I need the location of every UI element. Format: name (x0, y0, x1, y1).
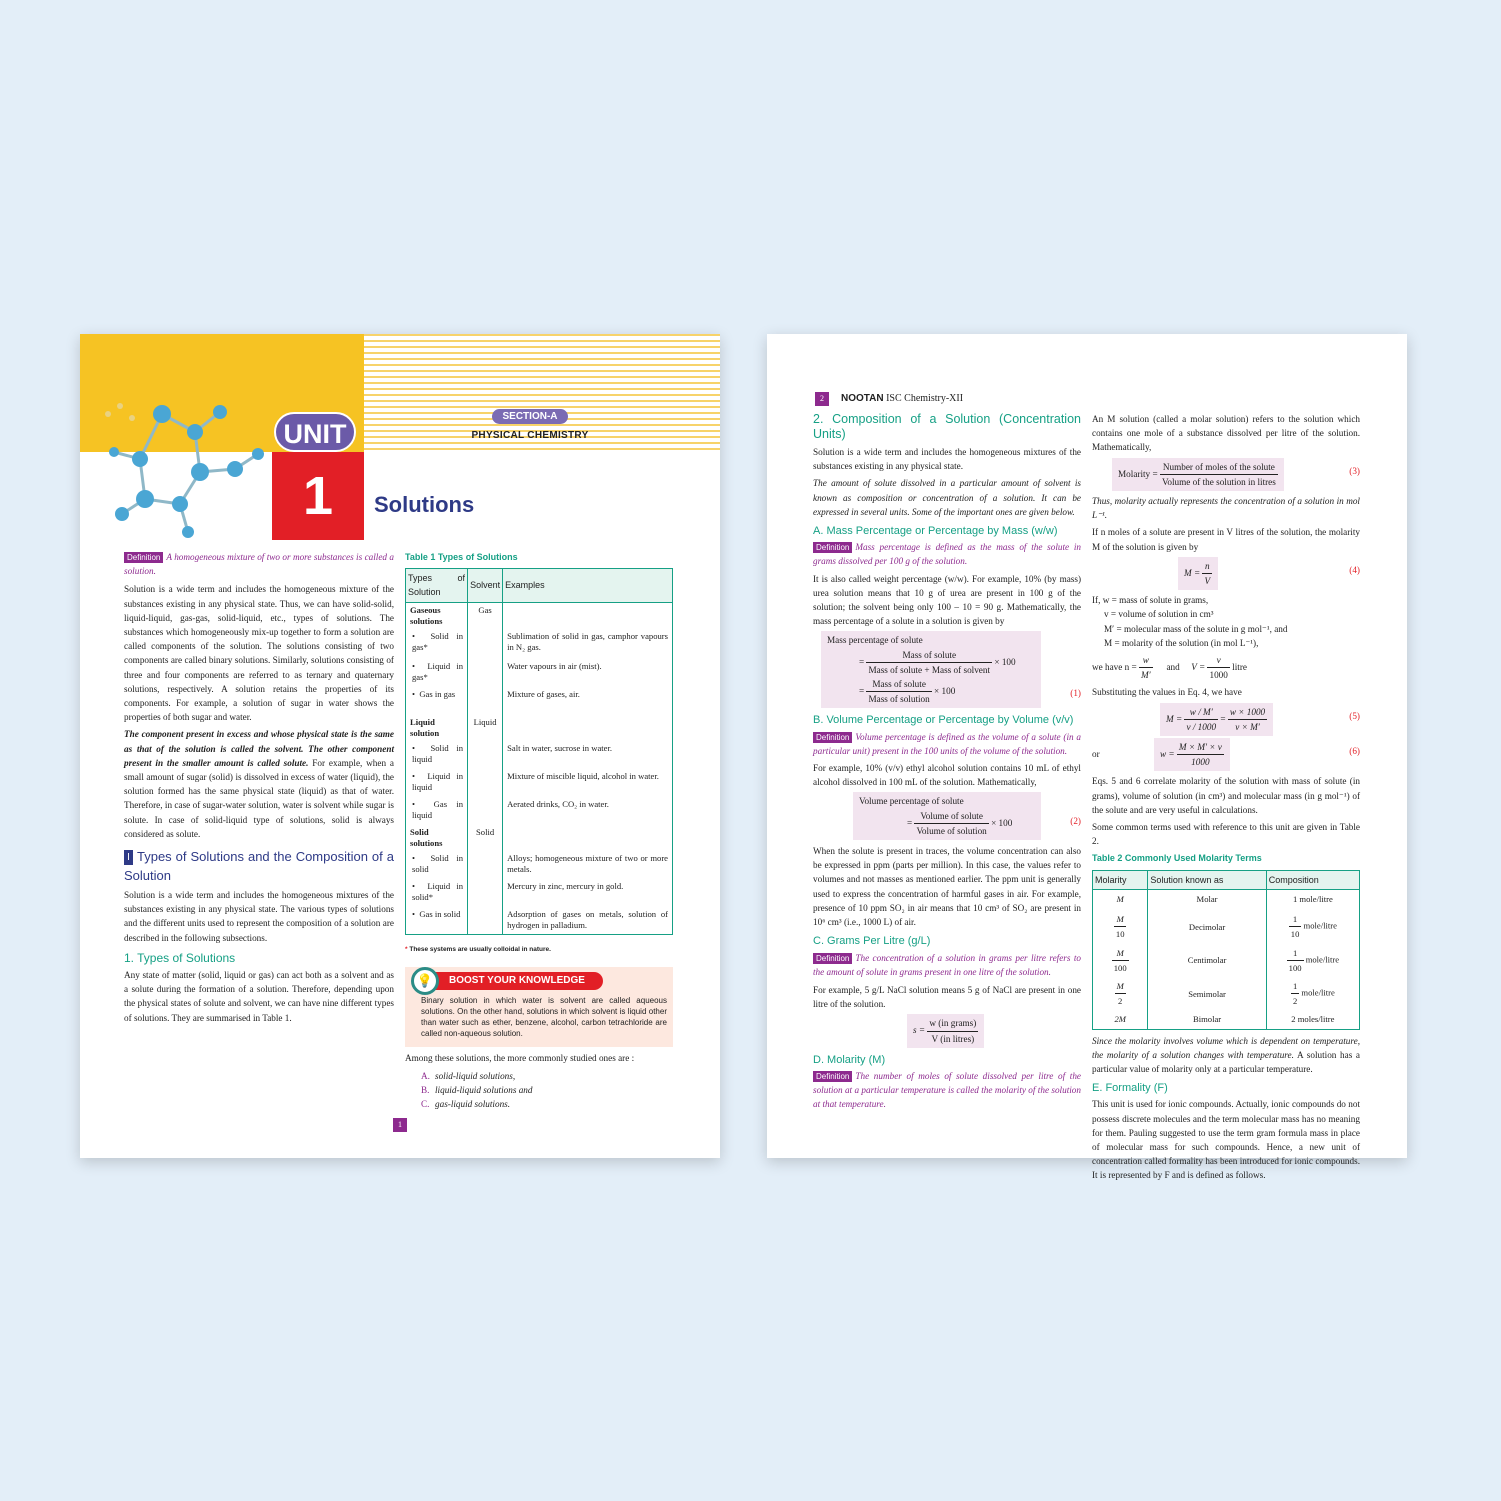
table2-header: Molarity (1093, 870, 1148, 889)
equation-number: (5) (1349, 710, 1360, 721)
para-common-solutions: Among these solutions, the more commonly studied ones are : (405, 1053, 635, 1064)
table1-example: Mixture of miscible liquid, alcohol in water. (503, 769, 673, 797)
running-header (815, 392, 963, 406)
para-temperature-italic: Since the molarity involves volume which is dependent on temperature, the molarity of a solution changes with temperature. (1092, 1035, 1360, 1060)
equation-s: s = $\frac{\text{w (in grams)}}{\text{V (in litres)}}$ (907, 1014, 1081, 1047)
equation-number: (3) (1349, 465, 1360, 476)
table1-type: Gas in solid (419, 908, 461, 919)
book-brand: NOOTAN (841, 393, 884, 404)
section-heading-1: I Types of Solutions and the Composition of a Solution (124, 849, 394, 884)
heading-molarity: D. Molarity (M) (813, 1053, 886, 1066)
table1-example: Water vapours in air (mist). (503, 659, 673, 687)
para-intro: Solution is a wide term and includes the homogeneous mixtures of the substances existing in any physical state. (813, 447, 1081, 472)
variable-definition: If, w = mass of solute in grams, (1092, 595, 1209, 606)
table1-type: Liquid in gas* (412, 660, 464, 682)
molecule-illustration (100, 384, 270, 539)
table1-type: Solid in solid (412, 852, 464, 874)
variable-definition: M′ = molecular mass of the solute in g mol⁻¹, and (1104, 623, 1288, 634)
table1-group: Gaseous solutions (406, 602, 468, 629)
para-molarity-represents: Thus, molarity actually represents the concentration of a solution in mol L⁻¹. (1092, 496, 1360, 521)
heading-grams-per-litre: C. Grams Per Litre (g/L) (813, 935, 931, 948)
definition-tag: Definition (813, 1071, 852, 1082)
equation-3: Molarity = $\frac{\text{Number of moles of the solute}}{\text{Volume of the solution in litres}}$ (3) (1112, 458, 1360, 491)
para-solution-intro: Solution is a wide term and includes the homogeneous mixture of the substances existing in any physical state. Thus, we can have solid-solid, liquid-liquid, gas-gas, solid-liquid, etc., types of solutions. The substances which homogeneously mix-up together to form a solution are called components of the solution. The solutions consisting of two components are called binary solutions. Similarly, solutions consisting of three and four components are referred to as ternary and quaternary solutions, respectively. A solution retains the properties of its components. For example, a solution of sugar in water shows the properties of both sugar and water. (124, 584, 394, 723)
para-substituting: Substituting the values in Eq. 4, we have (1092, 687, 1242, 698)
book-title: ISC Chemistry-XII (883, 393, 964, 404)
definition-tag: Definition (813, 732, 852, 743)
table-row: • Solid in solid Alloys; homogeneous mixture of two or more metals. (406, 851, 673, 879)
table-row: • Liquid in solid* Mercury in zinc, mercury in gold. (406, 879, 673, 907)
composition-cell: $\frac{1}{100}$ mole/litre (1266, 944, 1359, 977)
table1-type: Solid in gas* (412, 630, 464, 652)
table2-header: Composition (1266, 870, 1359, 889)
table1-example: Salt in water, sucrose in water. (503, 741, 673, 769)
section-subject: PHYSICAL CHEMISTRY (471, 430, 589, 441)
table2-body (1093, 889, 1360, 1029)
boost-title: BOOST YOUR KNOWLEDGE (423, 972, 603, 990)
table1-example: Mercury in zinc, mercury in gold. (503, 879, 673, 907)
definition-molarity: The number of moles of solute dissolved per litre of the solution at a particular temperature is called the molarity of the solution at that temperature. (813, 1070, 1081, 1110)
para-mass-percentage: It is also called weight percentage (w/w). For example, 10% (by mass) urea solution means that 10 g of urea are present in 100 g of the solution; the solvent being only 100 – 10 = 90 g. Mathematically, the mass percentage of a solute in a solution is given by (813, 573, 1081, 627)
table1-example: Sublimation of solid in gas, camphor vapours in N₂ gas. (503, 629, 673, 659)
table1-header: Examples (503, 569, 673, 602)
variable-definition: v = volume of solution in cm³ (1104, 609, 1214, 620)
table-row: • Gas in solid Adsorption of gases on metals, solution of hydrogen in palladium. (406, 907, 673, 935)
para-grams-example: For example, 5 g/L NaCl solution means 5 g of NaCl are present in one litre of the solution. (813, 984, 1081, 1010)
known-as-cell: Semimolar (1148, 977, 1266, 1010)
molarity-cell: $\frac{M}{100}$ (1093, 944, 1148, 977)
equation-2: Volume percentage of solute = $\frac{\text{Volume of solute}}{\text{Volume of solution}}$ × 100 (2) (853, 792, 1081, 840)
definition-tag: Definition (813, 542, 852, 553)
composition-cell: 1 mole/litre (1266, 889, 1359, 908)
para-section-1: Solution is a wide term and includes the homogeneous mixtures of the substances existing in any physical state. The various types of solutions and the different units used to represent the composition of a solution are described in the following subsections. (124, 890, 394, 943)
equation-number: (1) (1070, 688, 1081, 699)
subheading-types: 1. Types of Solutions (124, 950, 236, 965)
boost-text: Binary solution in which water is solvent are called aqueous solutions. On the other hand, solutions in which solvent is liquid other than water such as ether, benzene, alcohol, carbon tetrachloride are called non-aqueous solution. (421, 996, 667, 1039)
table2-header: Solution known as (1148, 870, 1266, 889)
unit-badge: UNIT (274, 412, 356, 452)
known-as-cell: Decimolar (1148, 908, 1266, 943)
known-as-cell: Molar (1148, 889, 1266, 908)
unit-number: 1 (272, 452, 364, 540)
equation-number: (6) (1349, 746, 1360, 757)
table1-type: Liquid in solid* (412, 880, 464, 902)
definition-tag: Definition (813, 953, 852, 964)
molarity-cell: $\frac{M}{10}$ (1093, 908, 1148, 943)
para-solvent-bold: The component present in excess and whose physical state is the same as that of the solution is called the solvent. The other component present in the smaller amount is called solute. (124, 729, 394, 768)
composition-cell: $\frac{1}{2}$ mole/litre (1266, 977, 1359, 1010)
para-eq5-6: Eqs. 5 and 6 correlate molarity of the solution with mass of solute (in grams), volume of solution (in cm³) and molecular mass (in g mol⁻¹) of the solute and are very useful in calculations. (1092, 776, 1360, 815)
para-formality: This unit is used for ionic compounds. Actually, ionic compounds do not possess discrete molecules and the term molecular mass has no meaning for them. Pauling suggested to use the term gram formula mass in place of molecular mass for such compounds. Hence, a new unit of concentration called formality has been introduced for ionic compounds. It is represented by F and is defined as follows. (1092, 1099, 1360, 1181)
table1-caption: Table 1 Types of Solutions (405, 552, 518, 562)
table1-group: Solid solutions (406, 825, 468, 851)
boost-your-knowledge-box (405, 967, 673, 1047)
table1-example: Alloys; homogeneous mixture of two or more metals. (503, 851, 673, 879)
para-molar-solution: An M solution (called a molar solution) refers to the solution which contains one mole of a substance dissolved per litre of the solution. Mathematically, (1092, 414, 1360, 453)
definition-solution: A homogeneous mixture of two or more substances is called a solution. (124, 552, 394, 577)
para-table2-intro: Some common terms used with reference to this unit are given in Table 2. (1092, 822, 1360, 847)
list-item: C. gas-liquid solutions. (421, 1098, 511, 1109)
para-ppm: When the solute is present in traces, the volume concentration can also be expressed in ppm (parts per million). In this case, the values refer to volumes and not masses as mentioned earlier. The ppm unit is generally used to express the concentration of harmful gases in air. For example, presence of 10 ppm SO₂ in air means that 10 cm³ of SO₂ are present in 10⁶ cm³ (i.e., 1000 L) of air. (813, 846, 1081, 928)
table-types-of-solutions (405, 568, 673, 935)
heading-formality: E. Formality (F) (1092, 1082, 1168, 1095)
para-n-moles: If n moles of a solute are present in V litres of the solution, the molarity M of the solution is given by (1092, 527, 1360, 552)
table1-solvent: Solid (468, 825, 503, 851)
table-row (1093, 977, 1360, 1010)
table1-type: Solid in liquid (412, 742, 464, 764)
composition-cell: $\frac{1}{10}$ mole/litre (1266, 908, 1359, 943)
molarity-cell: $\frac{M}{2}$ (1093, 977, 1148, 1010)
table-row: • Solid in liquid Salt in water, sucrose in water. (406, 741, 673, 769)
page-left (80, 334, 720, 1158)
heading-composition: 2. Composition of a Solution (Concentration Units) (813, 412, 1081, 441)
list-item: A. solid-liquid solutions, (421, 1070, 516, 1081)
heading-mass-percentage: A. Mass Percentage or Percentage by Mass (w/w) (813, 525, 1058, 538)
page-right (767, 334, 1407, 1181)
definition-grams-per-litre: The concentration of a solution in grams per litre refers to the amount of solute in grams present in one litre of the solution. (813, 952, 1081, 977)
table-row: • Liquid in gas* Water vapours in air (mist). (406, 659, 673, 687)
table-row: • Liquid in liquid Mixture of miscible liquid, alcohol in water. (406, 769, 673, 797)
heading-volume-percentage: B. Volume Percentage or Percentage by Volume (v/v) (813, 714, 1074, 727)
composition-cell: 2 moles/litre (1266, 1010, 1359, 1029)
para-composition: The amount of solute dissolved in a particular amount of solvent is known as composition or concentration of a solution. It can be expressed in several units. Some of the important ones are given below. (813, 478, 1081, 517)
para-volume-example: For example, 10% (v/v) ethyl alcohol solution contains 10 mL of ethyl alcohol dissolved in 100 mL of the solution. Mathematically, (813, 763, 1081, 788)
table1-example: Aerated drinks, CO₂ in water. (503, 797, 673, 825)
equation-4: M = $\frac{n}{V}$ (4) (1178, 557, 1360, 590)
table1-header: Types of Solution (406, 569, 468, 602)
equation-5: M = $\frac{w / M'}{v / 1000}$ = $\frac{w \times 1000}{v \times M'}$ (5) (1160, 703, 1360, 736)
equation-number: (2) (1070, 815, 1081, 826)
table-row (1093, 889, 1360, 908)
table-row: • Solid in gas* Sublimation of solid in gas, camphor vapours in N₂ gas. (406, 629, 673, 659)
para-temperature-rest: A solution has a particular value of molarity only at a particular temperature. (1092, 1049, 1360, 1074)
table1-body (406, 602, 673, 935)
page-number: 2 (815, 392, 829, 406)
table1-type: Gas in liquid (412, 798, 464, 820)
molarity-cell: 2M (1093, 1010, 1148, 1029)
list-item: B. liquid-liquid solutions and (421, 1084, 533, 1095)
table1-example: Adsorption of gases on metals, solution of hydrogen in palladium. (503, 907, 673, 935)
variable-definition: M = molarity of the solution (in mol L⁻¹), (1104, 637, 1259, 648)
para-types: Any state of matter (solid, liquid or gas) can act both as a solvent and as a solute during the formation of a solution. Therefore, depending upon the physical states of solute and solvent, we can have nine different types of solutions. They are summarised in Table 1. (124, 970, 394, 1023)
definition-tag: Definition (124, 552, 163, 563)
known-as-cell: Bimolar (1148, 1010, 1266, 1029)
table-row (1093, 908, 1360, 943)
right-column (405, 550, 673, 1111)
table-molarity-terms (1092, 870, 1360, 1030)
table1-header: Solvent (468, 569, 503, 602)
equation-1: Mass percentage of solute = $\frac{\text{Mass of solute}}{\text{Mass of solute + Mass of solvent}}$ × 100 = $\frac{\text{Mass of solute}}{\text{Mass of solution}}$ × 100 (1) (821, 631, 1081, 708)
left-column (124, 550, 394, 1028)
table1-solvent: Gas (468, 602, 503, 629)
para-solvent-rest: For example, when a small amount of sugar (solid) is dissolved in excess of water (liquid), the solution formed has the same physical state (liquid) as that of water. Therefore, in case of sugar-water solution, water is solvent while sugar is solute. In case of solid-liquid type of solutions, solid is always considered as solute. (124, 757, 394, 839)
table1-type: Gas in gas (419, 688, 456, 699)
known-as-cell: Centimolar (1148, 944, 1266, 977)
table1-footnote: * These systems are usually colloidal in nature. (405, 946, 551, 954)
table-row: • Gas in liquid Aerated drinks, CO₂ in water. (406, 797, 673, 825)
lightbulb-icon: 💡 (411, 967, 439, 995)
section-pill: SECTION-A (492, 409, 568, 424)
table1-group: Liquid solution (406, 715, 468, 741)
definition-mass-percentage: Mass percentage is defined as the mass of the solute in grams dissolved per 100 g of the solution. (813, 542, 1081, 567)
equation-n-and-V: we have n = $\frac{w}{M'}$ and V = $\frac{v}{1000}$ litre (1092, 655, 1247, 681)
definition-volume-percentage: Volume percentage is defined as the volume of a solute (in a particular unit) present in the 100 units of the volume of the solution. (813, 731, 1081, 756)
left-column (813, 412, 1081, 1115)
equation-6: or w = $\frac{M \times M' \times v}{1000}$ (6) (1092, 738, 1360, 771)
list-common-solutions (405, 1069, 673, 1112)
table1-type: Liquid in liquid (412, 770, 464, 792)
table1-solvent: Liquid (468, 715, 503, 741)
molarity-cell: M (1093, 889, 1148, 908)
right-column (1092, 412, 1360, 1186)
table-row (1093, 1010, 1360, 1029)
variable-definitions (1092, 593, 1360, 650)
chapter-title: Solutions (374, 492, 475, 517)
table1-example: Mixture of gases, air. (503, 687, 673, 715)
table-row: • Gas in gas Mixture of gases, air. (406, 687, 673, 715)
table2-caption: Table 2 Commonly Used Molarity Terms (1092, 853, 1262, 864)
equation-number: (4) (1349, 564, 1360, 575)
table-row (1093, 944, 1360, 977)
page-number: 1 (393, 1118, 407, 1132)
